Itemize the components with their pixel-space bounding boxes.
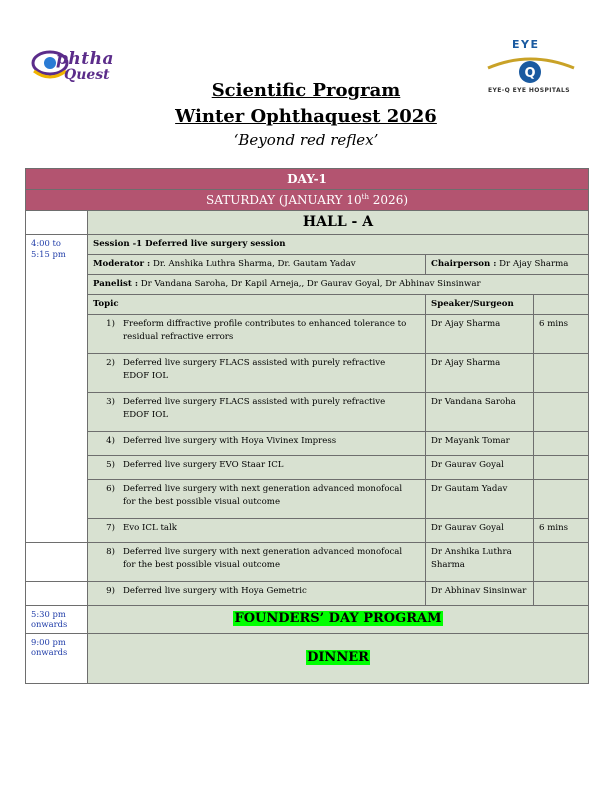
hall-label: HALL - A [88, 211, 589, 235]
duration [534, 431, 589, 455]
table-row: 1) Freeform diffractive profile contributes to enhanced tolerance to residual refractive errors Dr Ajay Sharma 6 mins [26, 314, 589, 353]
speaker: Dr Gaurav Goyal [426, 518, 534, 542]
dinner-time: 9:00 pm onwards [26, 633, 88, 683]
speaker-header: Speaker/Surgeon [426, 294, 534, 314]
speaker: Dr Ajay Sharma [426, 314, 534, 353]
session-time: 4:00 to 5:15 pm [26, 235, 88, 543]
speaker: Dr Mayank Tomar [426, 431, 534, 455]
table-row: 9) Deferred live surgery with Hoya Gemetric Dr Abhinav Sinsinwar [26, 581, 589, 605]
dinner-label: DINNER [307, 650, 369, 666]
speaker: Dr Gaurav Goyal [426, 455, 534, 479]
speaker: Dr Vandana Saroha [426, 392, 534, 431]
table-row: 2) Deferred live surgery FLACS assisted with purely refractive EDOF IOL Dr Ajay Sharma [26, 353, 589, 392]
duration [534, 455, 589, 479]
duration [534, 392, 589, 431]
table-row: 3) Deferred live surgery FLACS assisted with purely refractive EDOF IOL Dr Vandana Saroha [26, 392, 589, 431]
event-title: Winter Ophthaquest 2026 [175, 106, 437, 127]
eye-q-letter: Q [524, 66, 536, 81]
table-row: 5) Deferred live surgery EVO Staar ICL Dr Gaurav Goyal [26, 455, 589, 479]
moderator: Moderator : Dr. Anshika Luthra Sharma, Dr. Gautam Yadav [88, 254, 426, 274]
session-title: Session -1 Deferred live surgery session [88, 235, 589, 255]
chairperson: Chairperson : Dr Ajay Sharma [426, 254, 589, 274]
duration [534, 479, 589, 518]
panelist: Panelist : Dr Vandana Saroha, Dr Kapil Arneja,, Dr Gaurav Goyal, Dr Abhinav Sinsinwar [88, 274, 589, 294]
duration: 6 mins [534, 518, 589, 542]
table-row: 8) Deferred live surgery with next generation advanced monofocal for the best possible visual outcome Dr Anshika Luthra Sharma [26, 542, 589, 581]
duration [534, 353, 589, 392]
founders-time: 5:30 pm onwards [26, 605, 88, 633]
speaker: Dr Ajay Sharma [426, 353, 534, 392]
eye-q-hospitals-logo: EYE Q EYE-Q EYE HOSPITALS [482, 38, 582, 98]
day-label: DAY-1 [26, 169, 589, 190]
event-tagline: ‘Beyond red reflex’ [233, 131, 379, 149]
ophthaquest-logo: phtha Quest [30, 45, 130, 90]
speaker: Dr Anshika Luthra Sharma [426, 542, 534, 581]
program-table [25, 168, 589, 684]
speaker: Dr Abhinav Sinsinwar [426, 581, 534, 605]
table-row: 4) Deferred live surgery with Hoya Vivinex Impress Dr Mayank Tomar [26, 431, 589, 455]
table-row: 6) Deferred live surgery with next generation advanced monofocal for the best possible visual outcome Dr Gautam Yadav [26, 479, 589, 518]
topic-header: Topic [88, 294, 426, 314]
duration [534, 581, 589, 605]
date-label: SATURDAY (JANUARY 10th 2026) [26, 190, 589, 211]
founders-day-label: FOUNDERS’ DAY PROGRAM [234, 611, 442, 627]
table-row: 7) Evo ICL talk Dr Gaurav Goyal 6 mins [26, 518, 589, 542]
speaker: Dr Gautam Yadav [426, 479, 534, 518]
page-title: Scientific Program [211, 80, 401, 101]
duration [534, 542, 589, 581]
duration: 6 mins [534, 314, 589, 353]
